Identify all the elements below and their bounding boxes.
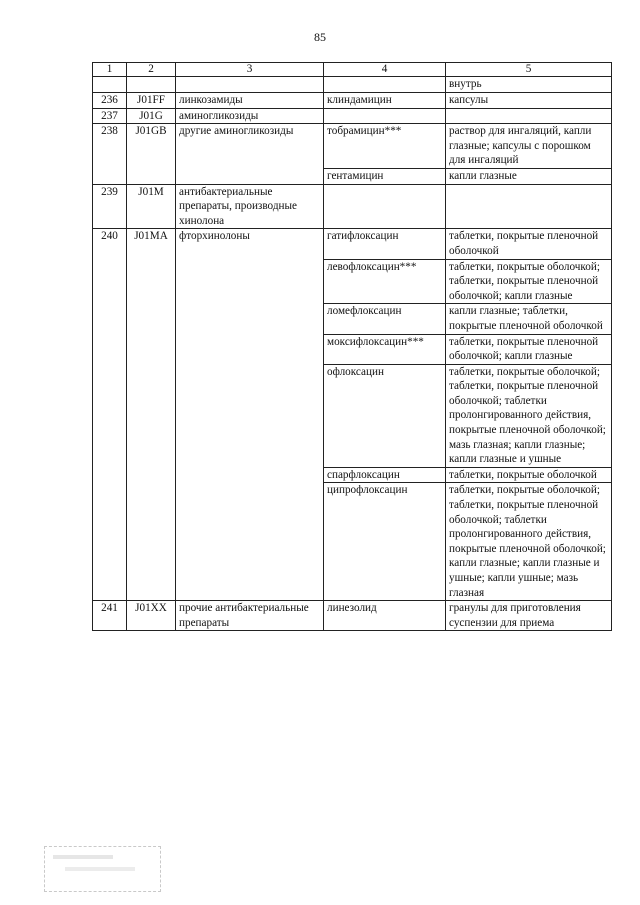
dosage-form: раствор для ингаляций, капли глазные; капсулы с порошком для ингаляций — [446, 124, 612, 169]
table-row-237 — [93, 108, 612, 124]
header-col-1: 1 — [93, 63, 127, 77]
dosage-form: таблетки, покрытые оболочкой — [446, 467, 612, 483]
dosage-form: таблетки, покрытые пленочной оболочкой — [446, 229, 612, 259]
drug-name: моксифлоксацин*** — [324, 334, 446, 364]
table-row-continuation — [93, 77, 612, 93]
header-col-3: 3 — [176, 63, 324, 77]
table-row-240 — [93, 229, 612, 259]
drug-name: левофлоксацин*** — [324, 259, 446, 304]
drug-name: ципрофлоксацин — [324, 483, 446, 601]
row-number: 238 — [93, 124, 127, 184]
group-name: прочие антибактериальные препараты — [176, 601, 324, 631]
header-col-4: 4 — [324, 63, 446, 77]
group-name: антибактериальные препараты, производные хинолона — [176, 184, 324, 229]
atc-code: J01M — [127, 184, 176, 229]
group-name: фторхинолоны — [176, 229, 324, 601]
dosage-form: таблетки, покрытые оболочкой; таблетки, покрытые пленочной оболочкой; таблетки пролонгированного действия, покрытые пленочной оболочкой; мазь глазная; капли глазные; капли глазные и ушные — [446, 364, 612, 467]
drug-name: гатифлоксацин — [324, 229, 446, 259]
row-number: 240 — [93, 229, 127, 601]
faded-stamp — [44, 846, 161, 892]
group-name: аминогликозиды — [176, 108, 324, 124]
group-name: линкозамиды — [176, 93, 324, 109]
page-number: 85 — [314, 30, 326, 44]
row-number: 241 — [93, 601, 127, 631]
atc-code: J01G — [127, 108, 176, 124]
row-number: 239 — [93, 184, 127, 229]
table-row-238 — [93, 124, 612, 169]
dosage-form: таблетки, покрытые пленочной оболочкой; капли глазные — [446, 334, 612, 364]
dosage-form: таблетки, покрытые оболочкой; таблетки, покрытые пленочной оболочкой; таблетки пролонгированного действия, покрытые пленочной оболочкой; капли глазные; капли глазные и ушные; капли ушные; мазь глазная — [446, 483, 612, 601]
atc-code: J01MA — [127, 229, 176, 601]
dosage-form: гранулы для приготовления суспензии для приема — [446, 601, 612, 631]
table-row-241 — [93, 601, 612, 631]
header-col-2: 2 — [127, 63, 176, 77]
form-cell: внутрь — [446, 77, 612, 93]
dosage-form: таблетки, покрытые оболочкой; таблетки, покрытые пленочной оболочкой; капли глазные — [446, 259, 612, 304]
dosage-form: капсулы — [446, 93, 612, 109]
group-name: другие аминогликозиды — [176, 124, 324, 184]
atc-code: J01GB — [127, 124, 176, 184]
drug-name: линезолид — [324, 601, 446, 631]
table-header — [93, 63, 612, 77]
drug-name: тобрамицин*** — [324, 124, 446, 169]
medicines-table — [92, 62, 612, 631]
dosage-form: капли глазные — [446, 168, 612, 184]
atc-code: J01XX — [127, 601, 176, 631]
header-col-5: 5 — [446, 63, 612, 77]
dosage-form: капли глазные; таблетки, покрытые пленочной оболочкой — [446, 304, 612, 334]
table-row-236 — [93, 93, 612, 109]
drug-name: клиндамицин — [324, 93, 446, 109]
row-number: 236 — [93, 93, 127, 109]
table-row-239 — [93, 184, 612, 229]
drug-name: гентамицин — [324, 168, 446, 184]
row-number: 237 — [93, 108, 127, 124]
atc-code: J01FF — [127, 93, 176, 109]
drug-name: ломефлоксацин — [324, 304, 446, 334]
drug-name: офлоксацин — [324, 364, 446, 467]
drug-name: спарфлоксацин — [324, 467, 446, 483]
